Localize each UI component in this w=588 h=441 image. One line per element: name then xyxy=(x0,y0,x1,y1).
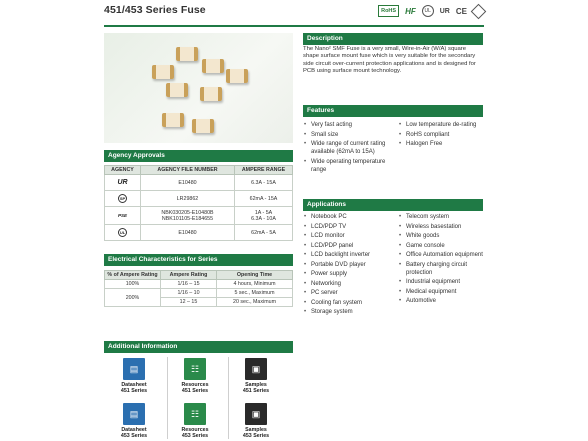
opening-time: 20 sec., Maximum xyxy=(217,298,293,307)
ampere-range: 1A - 5A 6.3A - 10A xyxy=(235,207,293,225)
agency-file-number: E10480 xyxy=(141,175,235,191)
page-header xyxy=(104,4,484,22)
agency-approvals-heading: Agency Approvals xyxy=(104,150,293,162)
fuse-image xyxy=(176,47,198,61)
features-heading: Features xyxy=(303,105,483,117)
feature-item: • Very fast acting xyxy=(303,121,399,129)
ampere-rating: 12 – 15 xyxy=(161,298,217,307)
samples-453-link[interactable]: ▣ Samples 453 Series xyxy=(230,403,282,439)
datasheet-453-link[interactable]: ▤ Datasheet 453 Series xyxy=(108,403,160,439)
application-item: • Game console xyxy=(398,242,484,250)
application-item: • LCD backlight inverter xyxy=(303,251,399,259)
application-item: • Medical equipment xyxy=(398,288,484,296)
certification-logos xyxy=(378,5,484,17)
additional-information-heading: Additional Information xyxy=(104,341,293,353)
resources-icon: ☷ xyxy=(184,358,206,380)
application-item: • Industrial equipment xyxy=(398,278,484,286)
ul-listed-logo: UL xyxy=(422,5,434,17)
agency-logo: PSE xyxy=(105,207,141,225)
application-item: • LCD monitor xyxy=(303,232,399,240)
application-item: • Automotive xyxy=(398,297,484,305)
applications-list-right xyxy=(398,213,484,307)
column-header: % of Ampere Rating xyxy=(105,271,161,280)
table-row xyxy=(105,289,293,298)
halogen-free-logo: HF xyxy=(405,6,416,16)
application-item: • Networking xyxy=(303,280,399,288)
features-list-right xyxy=(398,121,483,150)
feature-item: • Low temperature de-rating xyxy=(398,121,483,129)
application-item: • Telecom system xyxy=(398,213,484,221)
product-photo xyxy=(104,33,293,143)
column-header: Opening Time xyxy=(217,271,293,280)
box-icon: ▣ xyxy=(245,403,267,425)
table-row xyxy=(105,191,293,207)
table-header-row xyxy=(105,271,293,280)
description-heading: Description xyxy=(303,33,483,45)
header-divider xyxy=(104,25,484,27)
ampere-range: 62mA - 5A xyxy=(235,225,293,241)
column-header: AGENCY FILE NUMBER xyxy=(141,166,235,175)
ampere-range: 6.3A - 15A xyxy=(235,175,293,191)
resources-icon: ☷ xyxy=(184,403,206,425)
application-item: • Notebook PC xyxy=(303,213,399,221)
fuse-image xyxy=(200,87,222,101)
divider xyxy=(167,357,168,439)
opening-time: 5 sec., Maximum xyxy=(217,289,293,298)
document-icon: ▤ xyxy=(123,403,145,425)
pse-logo xyxy=(471,3,487,19)
application-item: • Battery charging circuit protection xyxy=(398,261,484,277)
fuse-image xyxy=(202,59,224,73)
application-item: • Portable DVD player xyxy=(303,261,399,269)
application-item: • LCD/PDP TV xyxy=(303,223,399,231)
column-header: Ampere Rating xyxy=(161,271,217,280)
applications-list-left xyxy=(303,213,399,318)
ce-logo: CE xyxy=(455,6,467,16)
agency-logo: UL xyxy=(105,225,141,241)
ampere-rating: 1/16 – 10 xyxy=(161,289,217,298)
ampere-rating: 1/16 – 15 xyxy=(161,280,217,289)
agency-logo: UR xyxy=(105,175,141,191)
fuse-image xyxy=(162,113,184,127)
table-row xyxy=(105,225,293,241)
percent-rating: 100% xyxy=(105,280,161,289)
document-icon: ▤ xyxy=(123,358,145,380)
table-header-row xyxy=(105,166,293,175)
samples-451-link[interactable]: ▣ Samples 451 Series xyxy=(230,358,282,394)
application-item: • Cooling fan system xyxy=(303,299,399,307)
percent-rating: 200% xyxy=(105,289,161,307)
agency-file-number: LR29862 xyxy=(141,191,235,207)
feature-item: • Small size xyxy=(303,131,399,139)
column-header: AGENCY xyxy=(105,166,141,175)
fuse-image xyxy=(192,119,214,133)
application-item: • Power supply xyxy=(303,270,399,278)
resources-453-link[interactable]: ☷ Resources 453 Series xyxy=(169,403,221,439)
feature-item: • Halogen Free xyxy=(398,140,483,148)
application-item: • Wireless basestation xyxy=(398,223,484,231)
table-row xyxy=(105,175,293,191)
feature-item: • RoHS compliant xyxy=(398,131,483,139)
page-title: 451/453 Series Fuse xyxy=(104,4,206,16)
applications-heading: Applications xyxy=(303,199,483,211)
resources-451-link[interactable]: ☷ Resources 451 Series xyxy=(169,358,221,394)
box-icon: ▣ xyxy=(245,358,267,380)
application-item: • LCD/PDP panel xyxy=(303,242,399,250)
table-row xyxy=(105,280,293,289)
agency-file-number: NBK030205-E10480B NBK101105-E184655 xyxy=(141,207,235,225)
divider xyxy=(228,357,229,439)
features-list-left xyxy=(303,121,399,175)
application-item: • PC server xyxy=(303,289,399,297)
fuse-image xyxy=(226,69,248,83)
rohs-logo: RoHS xyxy=(378,5,399,17)
agency-logo: SP xyxy=(105,191,141,207)
application-item: • Storage system xyxy=(303,308,399,316)
ul-recognized-logo: UR xyxy=(439,7,450,15)
electrical-characteristics-table xyxy=(104,270,293,307)
description-text: The Nano² SMF Fuse is a very small, Wire-in-Air (W/A) square shape surface mount fuse which is very suitable for the secondary side circuit over-current protection applications and is designed for PCB using surface mount technology. xyxy=(303,46,476,75)
application-item: • Office Automation equipment xyxy=(398,251,484,259)
feature-item: • Wide operating temperature range xyxy=(303,158,399,174)
agency-approvals-table xyxy=(104,165,293,241)
datasheet-451-link[interactable]: ▤ Datasheet 451 Series xyxy=(108,358,160,394)
opening-time: 4 hours, Minimum xyxy=(217,280,293,289)
table-row xyxy=(105,207,293,225)
application-item: • White goods xyxy=(398,232,484,240)
agency-file-number: E10480 xyxy=(141,225,235,241)
ampere-range: 62mA - 15A xyxy=(235,191,293,207)
fuse-image xyxy=(166,83,188,97)
feature-item: • Wide range of current rating available (62mA to 15A) xyxy=(303,140,399,156)
electrical-characteristics-heading: Electrical Characteristics for Series xyxy=(104,254,293,266)
column-header: AMPERE RANGE xyxy=(235,166,293,175)
fuse-image xyxy=(152,65,174,79)
